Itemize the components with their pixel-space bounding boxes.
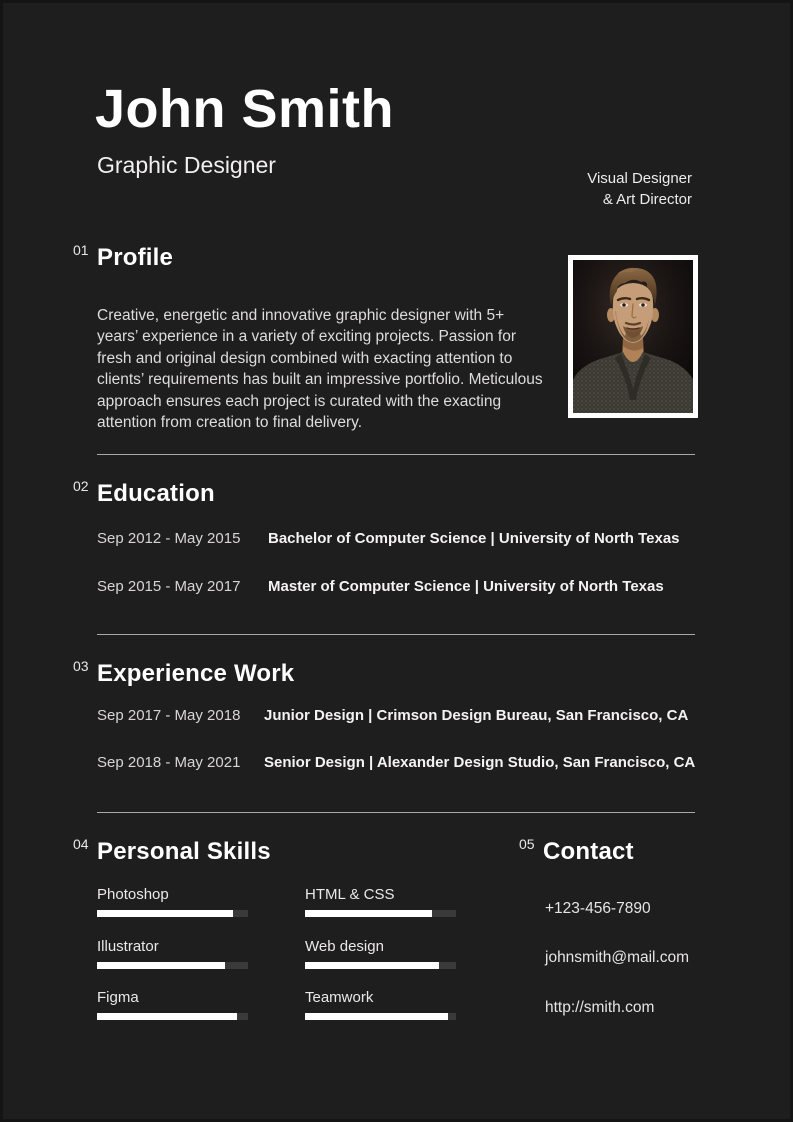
skill-label: Photoshop: [97, 886, 169, 903]
header-tagline: [587, 168, 692, 210]
skill-bar-fill: [305, 962, 439, 969]
section-number: 05: [519, 836, 535, 852]
section-heading-profile: [73, 244, 173, 272]
education-row: [97, 578, 664, 595]
contact-phone: +123-456-7890: [545, 900, 651, 917]
skill-bar-fill: [97, 962, 225, 969]
skill-bar-fill: [305, 1013, 448, 1020]
education-detail: Bachelor of Computer Science | University of North Texas: [268, 530, 680, 547]
skill-html-css: [305, 886, 456, 917]
divider: [97, 634, 695, 635]
skill-bar-track: [305, 910, 456, 917]
profile-photo: [568, 255, 698, 418]
section-title-skills: Personal Skills: [97, 838, 271, 865]
section-number: 01: [73, 242, 89, 258]
skill-label: Illustrator: [97, 938, 159, 955]
section-title-profile: Profile: [97, 244, 174, 271]
experience-detail: Senior Design | Alexander Design Studio, San Francisco, CA: [264, 754, 696, 771]
section-title-contact: Contact: [543, 838, 634, 865]
skill-bar-fill: [305, 910, 432, 917]
skill-bar-track: [97, 1013, 248, 1020]
section-title-education: Education: [97, 480, 215, 507]
divider: [97, 812, 695, 813]
page-title: John Smith: [95, 79, 394, 139]
section-number: 02: [73, 478, 89, 494]
skill-bar-fill: [97, 910, 233, 917]
section-heading-experience: [73, 660, 294, 688]
skill-bar-track: [97, 962, 248, 969]
skill-photoshop: [97, 886, 248, 917]
education-row: [97, 530, 680, 547]
skill-figma: [97, 989, 248, 1020]
experience-dates: Sep 2018 - May 2021: [97, 754, 241, 771]
skill-bar-track: [305, 962, 456, 969]
experience-detail: Junior Design | Crimson Design Bureau, San Francisco, CA: [264, 707, 689, 724]
contact-email: johnsmith@mail.com: [545, 949, 690, 966]
skill-label: Teamwork: [305, 989, 374, 1006]
experience-row: [97, 707, 688, 724]
skill-label: HTML & CSS: [305, 886, 395, 903]
skill-web-design: [305, 938, 456, 969]
skill-bar-fill: [97, 1013, 237, 1020]
skill-bar-track: [97, 910, 248, 917]
section-heading-skills: [73, 838, 271, 866]
tagline-line-2: & Art Director: [602, 191, 692, 208]
section-number: 03: [73, 658, 89, 674]
divider: [97, 454, 695, 455]
section-number: 04: [73, 836, 89, 852]
contact-website: http://smith.com: [545, 999, 655, 1016]
skill-illustrator: [97, 938, 248, 969]
skill-bar-track: [305, 1013, 456, 1020]
portrait-photo-illustration: [573, 260, 693, 413]
tagline-line-1: Visual Designer: [587, 170, 692, 187]
section-heading-education: [73, 480, 215, 508]
section-heading-contact: [519, 838, 634, 866]
skill-teamwork: [305, 989, 456, 1020]
education-dates: Sep 2012 - May 2015: [97, 530, 241, 547]
section-title-experience: Experience Work: [97, 660, 295, 687]
header-role: Graphic Designer: [97, 152, 276, 178]
skill-label: Web design: [305, 938, 384, 955]
experience-row: [97, 754, 695, 771]
experience-dates: Sep 2017 - May 2018: [97, 707, 241, 724]
skill-label: Figma: [97, 989, 139, 1006]
education-dates: Sep 2015 - May 2017: [97, 578, 241, 595]
profile-text: Creative, energetic and innovative graphic designer with 5+ years’ experience in a variety of exciting projects. Passion for fresh and original design combined with exacting attention to clients’ requirements has built an impressive portfolio. Meticulous approach ensures each project is curated with the exacting attention from creation to final delivery.: [97, 306, 543, 431]
education-detail: Master of Computer Science | University of North Texas: [268, 578, 664, 595]
